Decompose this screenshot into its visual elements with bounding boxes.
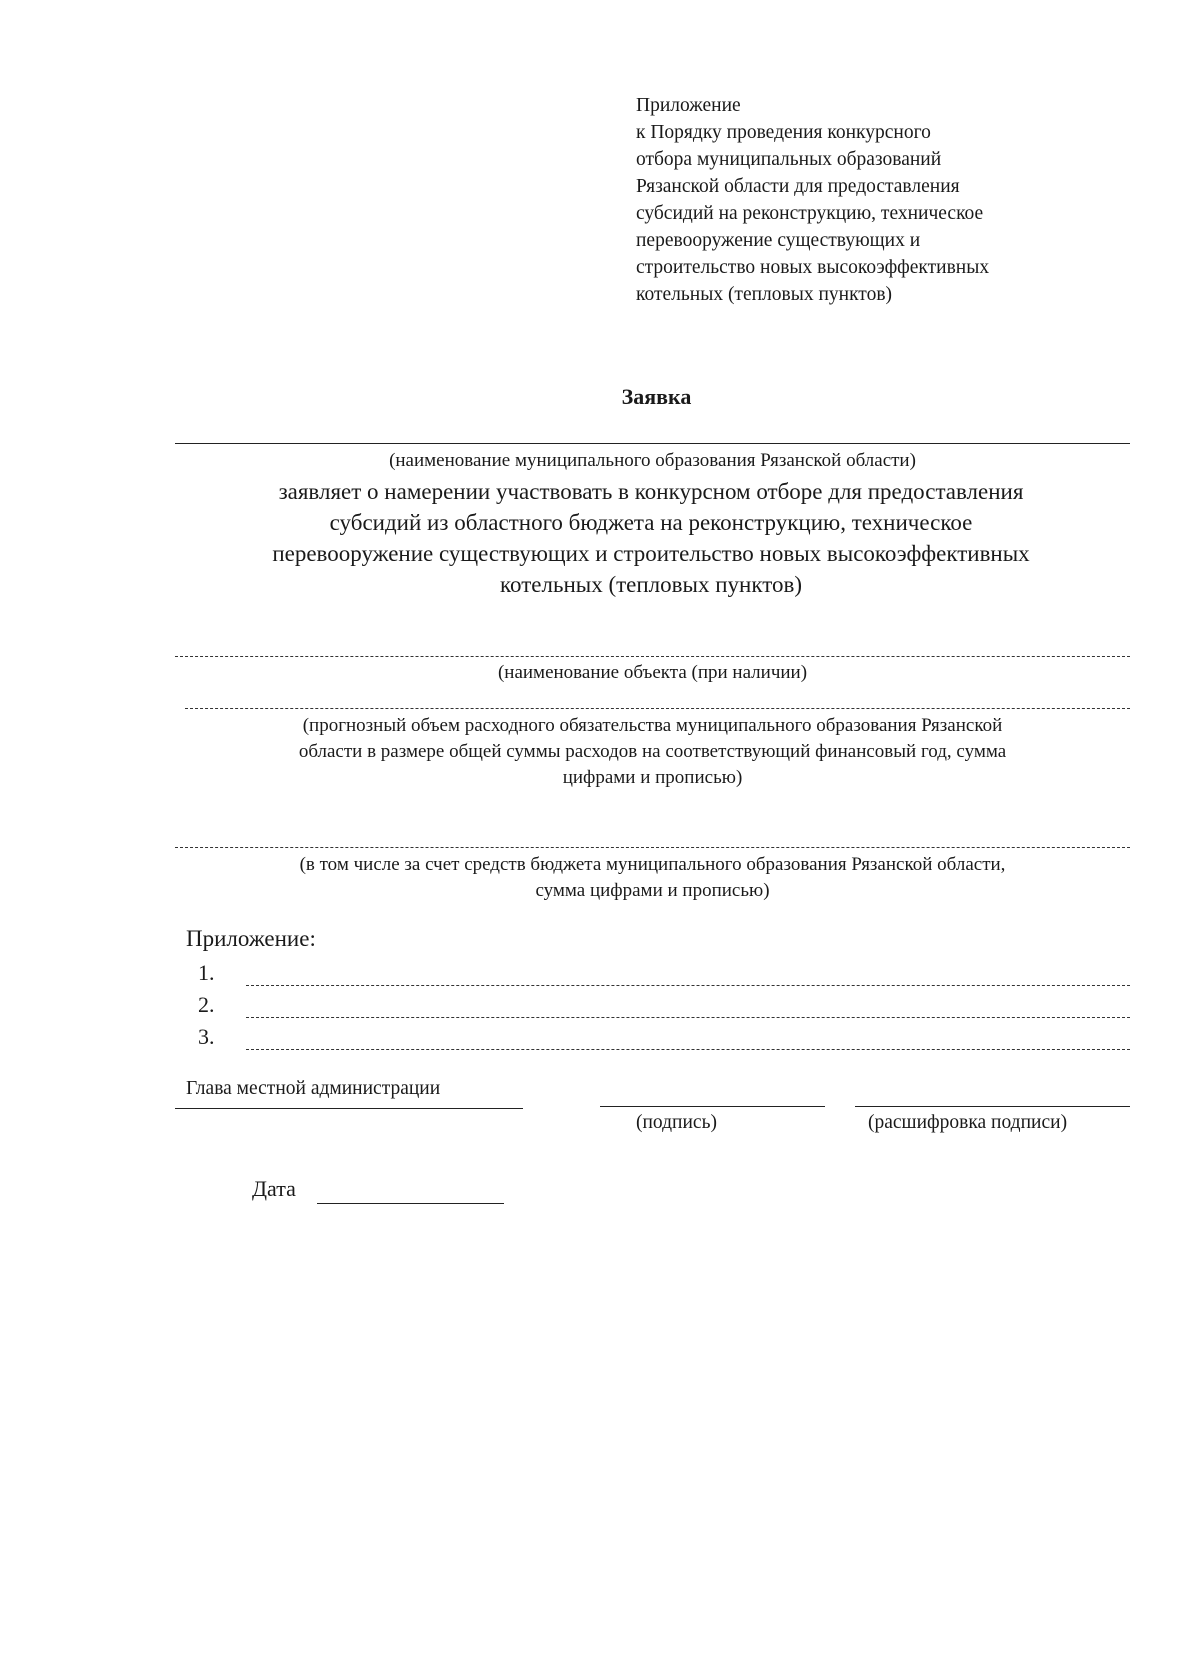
appendix-header	[636, 92, 1096, 308]
signature-decoding-caption: (расшифровка подписи)	[868, 1112, 1068, 1133]
statement-line: заявляет о намерении участвовать в конкурсном отборе для предоставления	[278, 479, 1024, 504]
attachment-number: 3.	[198, 1024, 215, 1049]
statement-line: котельных (тепловых пунктов)	[500, 572, 802, 597]
appendix-line: котельных (тепловых пунктов)	[636, 284, 893, 305]
appendix-line: отбора муниципальных образований	[636, 149, 942, 170]
forecast-caption-line: цифрами и прописью)	[562, 767, 743, 788]
signature-caption: (подпись)	[636, 1112, 717, 1133]
head-of-administration-label: Глава местной администрации	[186, 1078, 441, 1099]
appendix-line: строительство новых высокоэффективных	[636, 257, 990, 278]
forecast-caption-line: области в размере общей суммы расходов на соответствующий финансовый год, сумма	[298, 741, 1007, 762]
local-budget-caption	[175, 852, 1130, 904]
local-budget-caption-line: сумма цифрами и прописью)	[535, 880, 770, 901]
document-title: Заявка	[621, 384, 692, 409]
date-label: Дата	[252, 1176, 296, 1201]
appendix-line: Рязанской области для предоставления	[636, 176, 960, 197]
attachment-item	[198, 960, 238, 986]
local-budget-caption-line: (в том числе за счет средств бюджета муниципального образования Рязанской области,	[299, 854, 1006, 875]
municipality-caption: (наименование муниципального образования Рязанской области)	[389, 450, 916, 471]
attachment-line[interactable]	[246, 985, 1130, 986]
date-line[interactable]	[317, 1203, 504, 1204]
statement-line: субсидий из областного бюджета на реконструкцию, техническое	[329, 510, 973, 535]
attachment-line[interactable]	[246, 1049, 1130, 1050]
attachment-line[interactable]	[246, 1017, 1130, 1018]
signature-decoding-line[interactable]	[855, 1106, 1130, 1107]
statement-text	[175, 476, 1127, 600]
attachment-number: 1.	[198, 960, 215, 985]
appendix-line: к Порядку проведения конкурсного	[636, 122, 931, 143]
attachment-item	[198, 1024, 238, 1050]
statement-line: перевооружение существующих и строительство новых высокоэффективных	[272, 541, 1030, 566]
object-name-line[interactable]	[175, 656, 1130, 657]
head-label-underline	[175, 1108, 523, 1109]
appendix-line: Приложение	[636, 95, 741, 116]
appendix-line: перевооружение существующих и	[636, 230, 921, 251]
signature-line[interactable]	[600, 1106, 825, 1107]
local-budget-amount-line[interactable]	[175, 847, 1130, 848]
attachment-item	[198, 992, 238, 1018]
appendix-line: субсидий на реконструкцию, техническое	[636, 203, 984, 224]
attachment-number: 2.	[198, 992, 215, 1017]
forecast-amount-line[interactable]	[185, 708, 1130, 709]
municipality-name-line[interactable]	[175, 443, 1130, 444]
attachments-title: Приложение:	[186, 926, 316, 951]
object-caption: (наименование объекта (при наличии)	[497, 662, 808, 683]
forecast-caption-line: (прогнозный объем расходного обязательства муниципального образования Рязанской	[302, 715, 1003, 736]
forecast-caption	[175, 713, 1130, 791]
